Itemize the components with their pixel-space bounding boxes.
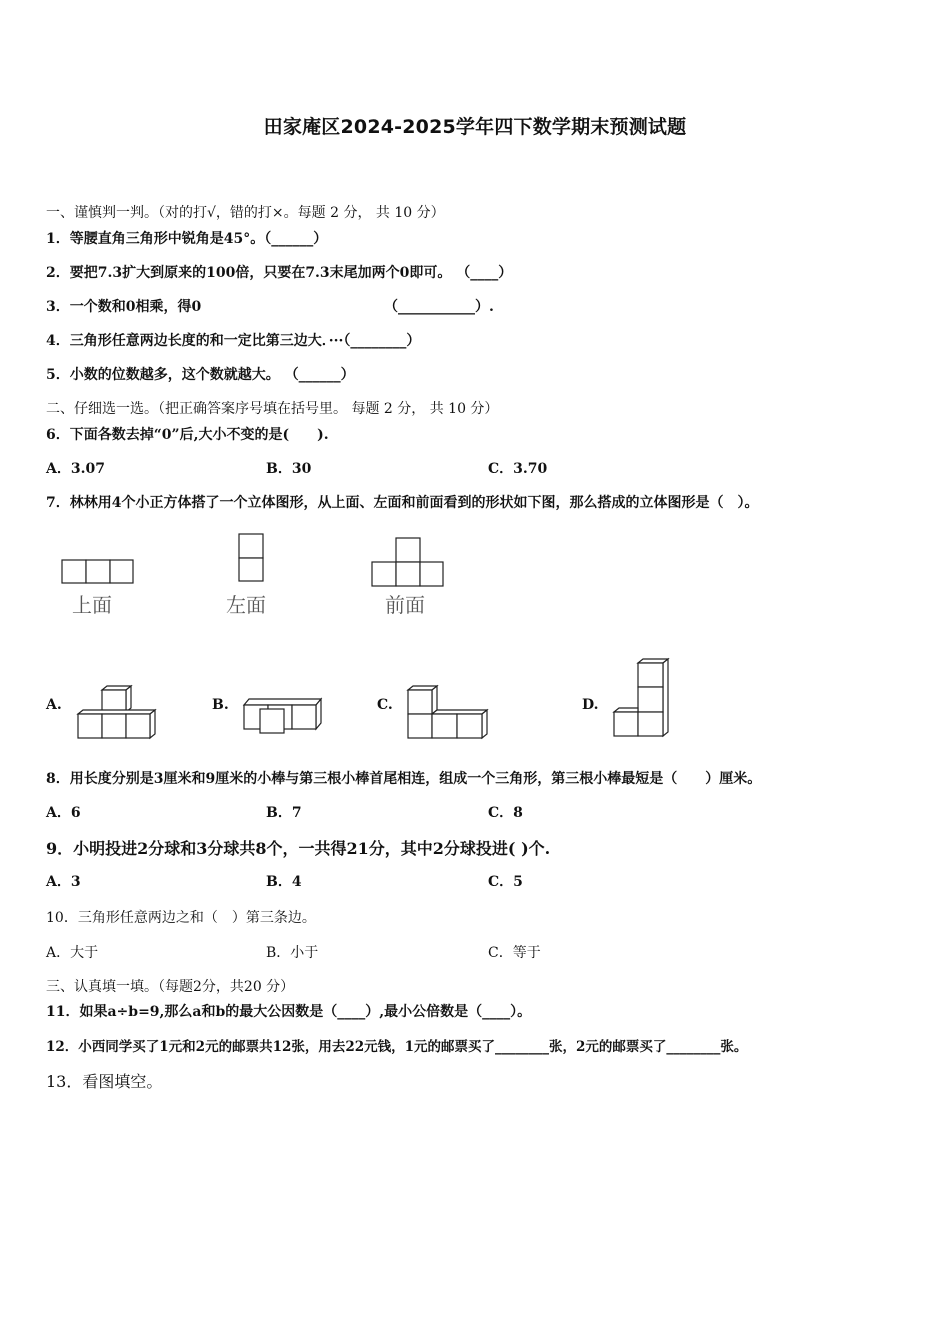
q7-option-d-figure [612,656,672,740]
q7-option-a-label: A. [46,697,62,713]
q9-option-c: C．5 [488,874,523,890]
section3-heading: 三、认真填一填。（每题2分，共20 分） [46,979,295,995]
q7-option-d-label: D. [582,697,599,713]
question-9: 9．小明投进2分球和3分球共8个，一共得21分，其中2分球投进( )个. [46,839,551,858]
question-1: 1．等腰直角三角形中锐角是45°。（______） [46,231,328,247]
question-11: 11．如果a÷b=9,那么a和b的最大公因数是（____）,最小公倍数是（____）。 [46,1004,532,1020]
question-2: 2．要把7.3扩大到原来的100倍，只要在7.3末尾加两个0即可。 （____） [46,265,513,281]
top-view-figure [55,530,155,630]
q10-option-a: A．大于 [46,945,99,961]
q8-option-b: B．7 [266,805,302,821]
q7-option-c-label: C. [377,697,393,713]
left-view-label: 左面 [226,593,266,617]
question-4: 4．三角形任意两边长度的和一定比第三边大．···（________） [46,333,421,349]
question-6: 6．下面各数去掉“0”后,大小不变的是( ). [46,427,329,443]
q7-option-a-figure [76,684,161,744]
question-5: 5．小数的位数越多，这个数就越大。 （______） [46,367,355,383]
q7-option-c-figure [406,684,491,744]
section2-heading: 二、仔细选一选。（把正确答案序号填在括号里。 每题 2 分， 共 10 分） [46,401,499,417]
question-3-blank: （___________）. [384,299,494,315]
q7-option-b-label: B. [212,697,229,713]
question-13: 13．看图填空。 [46,1072,163,1091]
question-7: 7．林林用4个小正方体搭了一个立体图形，从上面、左面和前面看到的形状如下图，那么搭成的立体图形是（ ）。 [46,495,759,511]
left-view-figure [218,530,298,630]
question-3: 3．一个数和0相乘，得0 [46,299,202,315]
q6-option-c: C．3.70 [488,461,548,477]
front-view-figure [365,530,465,630]
section1-heading: 一、谨慎判一判。（对的打√，错的打×。每题 2 分， 共 10 分） [46,205,445,221]
q10-option-c: C．等于 [488,945,541,961]
top-view-label: 上面 [72,593,112,617]
front-view-label: 前面 [385,593,425,617]
question-10: 10．三角形任意两边之和（ ）第三条边。 [46,910,316,926]
q7-option-b-figure [240,696,325,736]
q6-option-b: B．30 [266,461,312,477]
q10-option-b: B．小于 [266,945,319,961]
q9-option-a: A．3 [46,874,81,890]
question-8: 8．用长度分别是3厘米和9厘米的小棒与第三根小棒首尾相连，组成一个三角形，第三根小棒最短是（ ）厘米。 [46,771,762,787]
q8-option-c: C．8 [488,805,523,821]
q9-option-b: B．4 [266,874,302,890]
question-12: 12．小西同学买了1元和2元的邮票共12张，用去22元钱，1元的邮票买了________张，2元的邮票买了________张。 [46,1039,748,1055]
page-title: 田家庵区2024-2025学年四下数学期末预测试题 [263,116,687,138]
q6-option-a: A．3.07 [46,461,105,477]
q8-option-a: A．6 [46,805,81,821]
